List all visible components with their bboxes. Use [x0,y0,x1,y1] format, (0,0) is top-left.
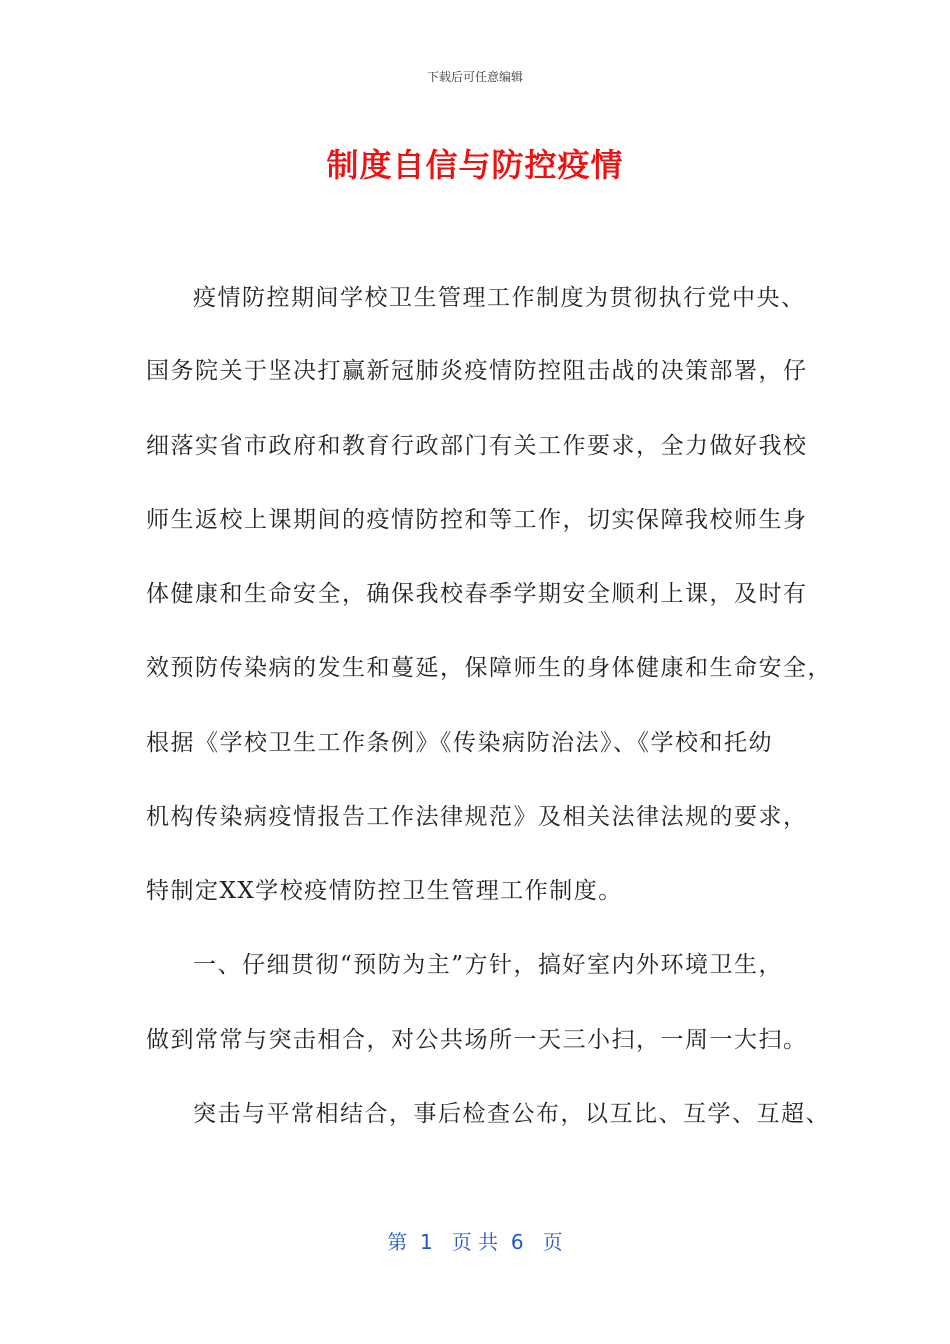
body-line: 机构传染病疫情报告工作法律规范》及相关法律法规的要求， [146,804,808,830]
body-line: 细落实省市政府和教育行政部门有关工作要求，全力做好我校 [146,433,808,459]
page-footer: 第 1 页 共 6 页 [387,1230,563,1254]
body-line: 根据《学校卫生工作条例》《传染病防治法》、《学校和托幼 [146,730,773,756]
body-line: 师生返校上课期间的疫情防控和等工作，切实保障我校师生身 [146,507,808,533]
body-line: 效预防传染病的发生和蔓延，保障师生的身体健康和生命安全， [146,655,832,681]
body-line: 国务院关于坚决打赢新冠肺炎疫情防控阻击战的决策部署，仔 [146,358,808,384]
header-note: 下载后可任意编辑 [426,70,523,84]
body-line: 特制定XX学校疫情防控卫生管理工作制度。 [146,878,623,904]
document-title: 制度自信与防控疫情 [326,146,624,184]
body-line: 突击与平常相结合，事后检查公布，以互比、互学、互超、 [193,1101,830,1127]
body-line: 体健康和生命安全，确保我校春季学期安全顺利上课，及时有 [146,581,808,607]
body-line: 一、仔细贯彻“预防为主”方针，搞好室内外环境卫生， [193,952,784,978]
body-line: 疫情防控期间学校卫生管理工作制度为贯彻执行党中央、 [193,285,806,311]
body-line: 做到常常与突击相合，对公共场所一天三小扫，一周一大扫。 [146,1027,808,1053]
